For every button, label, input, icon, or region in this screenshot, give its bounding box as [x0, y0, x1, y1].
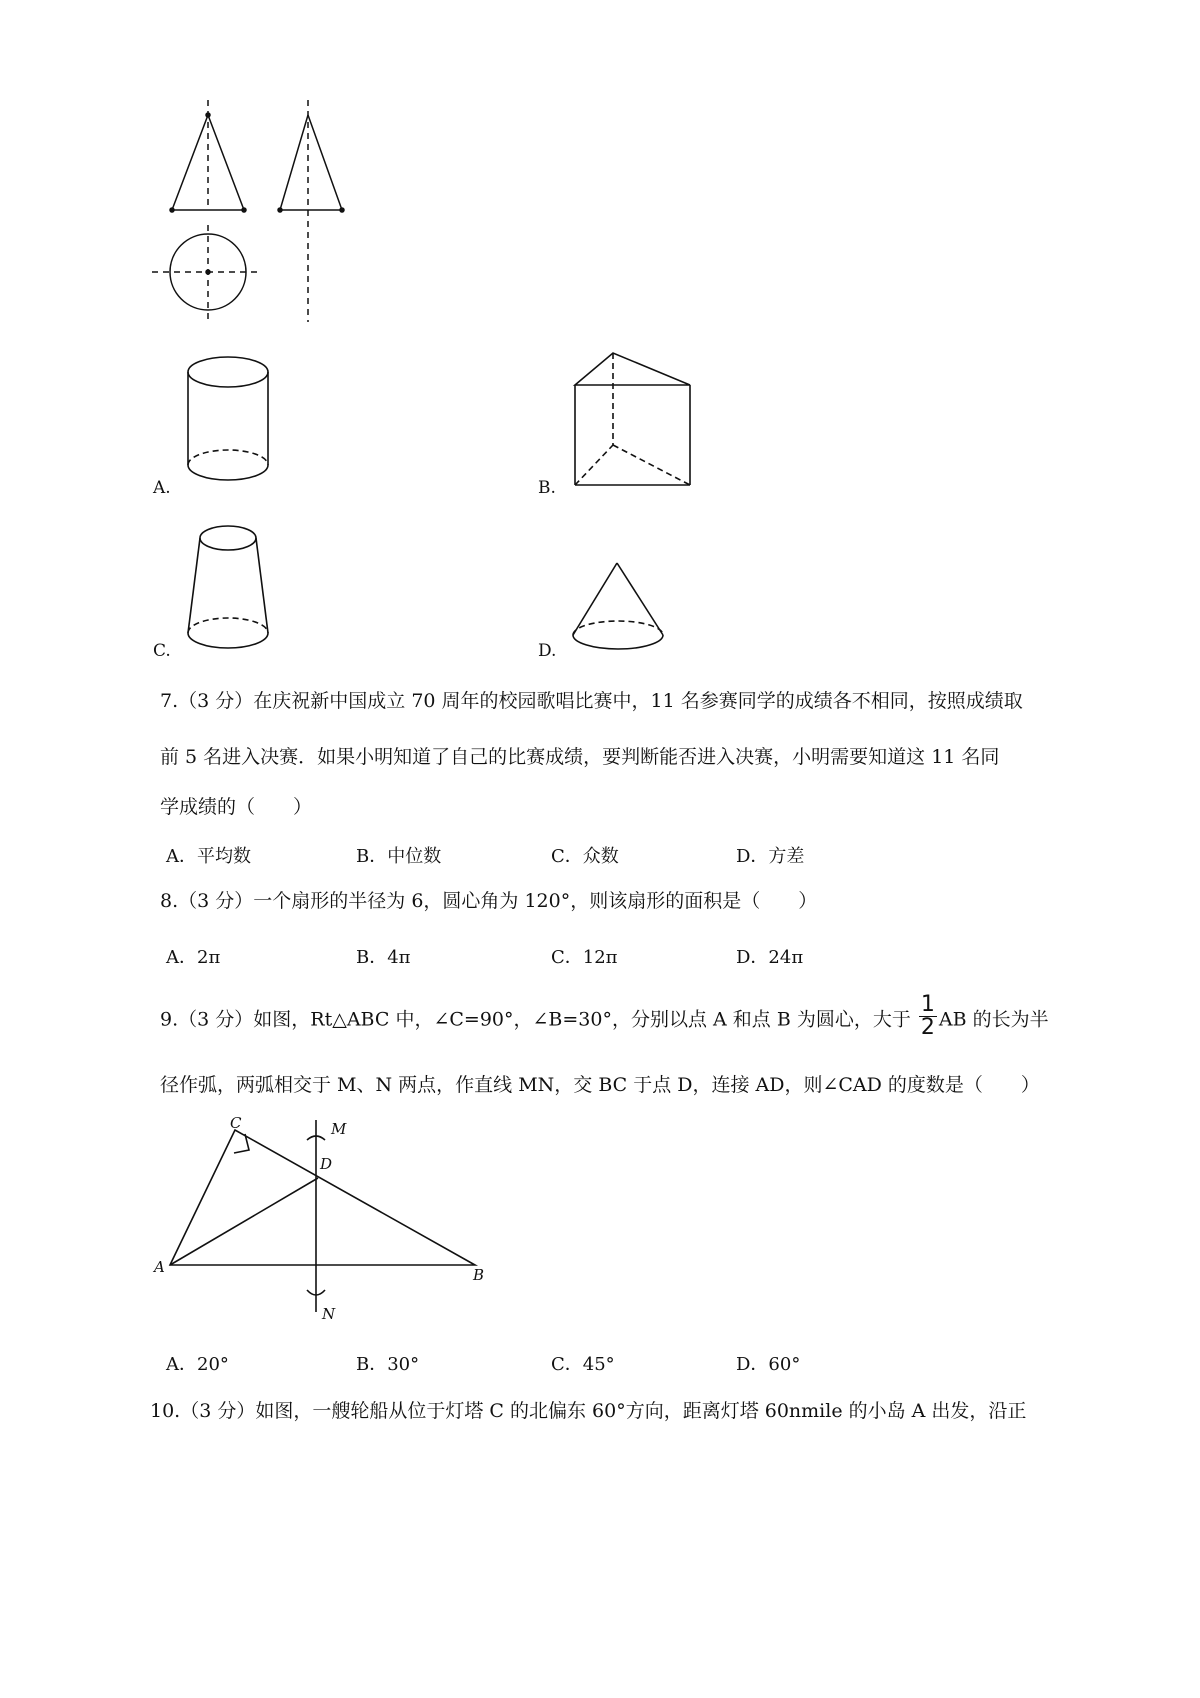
- vertex-label-m: M: [331, 1120, 347, 1138]
- question-score: （3 分）: [178, 690, 254, 712]
- question-text-part-2: AB 的长为半: [938, 1008, 1049, 1031]
- question-7-line-3: 学成绩的（ ）: [160, 796, 313, 818]
- option-c[interactable]: C．12π: [551, 947, 618, 968]
- option-b[interactable]: B．4π: [356, 947, 411, 968]
- question-text: 如图，一艘轮船从位于灯塔 C 的北偏东 60°方向，距离灯塔 60nmile 的小岛 A 出发，沿正: [255, 1400, 1027, 1422]
- question-8: [160, 892, 817, 911]
- question-10: [150, 1402, 1026, 1421]
- question-text-part-1: 如图，Rt△ABC 中，∠C=90°，∠B=30°，分别以点 A 和点 B 为圆心，大于: [253, 1008, 911, 1031]
- option-d[interactable]: D．60°: [736, 1354, 801, 1375]
- option-b[interactable]: B．中位数: [356, 846, 442, 867]
- question-text: 一个扇形的半径为 6，圆心角为 120°，则该扇形的面积是（ ）: [253, 890, 818, 912]
- question-9-line-2: 径作弧，两弧相交于 M、N 两点，作直线 MN，交 BC 于点 D，连接 AD，则∠CAD 的度数是（ ）: [160, 1074, 1040, 1096]
- vertex-label-d: D: [320, 1155, 333, 1173]
- question-score: （3 分）: [178, 1008, 254, 1031]
- option-a[interactable]: A．20°: [166, 1354, 229, 1375]
- question-number: 7.: [160, 690, 179, 712]
- question-score: （3 分）: [178, 890, 254, 912]
- vertex-label-b: B: [473, 1266, 485, 1284]
- fraction-numerator: 1: [920, 992, 935, 1017]
- vertex-label-n: N: [322, 1305, 336, 1323]
- question-score: （3 分）: [180, 1400, 256, 1422]
- option-b[interactable]: B．30°: [356, 1354, 420, 1375]
- option-b-letter: B.: [538, 478, 556, 498]
- question-number: 10.: [150, 1400, 181, 1422]
- vertex-label-c: C: [230, 1114, 242, 1132]
- option-b-prism-figure: [565, 345, 700, 495]
- vertex-label-a: A: [154, 1258, 165, 1276]
- question-number: 8.: [160, 890, 179, 912]
- question-9: [160, 992, 1049, 1043]
- triangle-construction-figure: [150, 1112, 495, 1327]
- option-d[interactable]: D．24π: [736, 947, 804, 968]
- option-a[interactable]: A．2π: [166, 947, 221, 968]
- option-a[interactable]: A．平均数: [166, 846, 251, 867]
- option-a-cylinder-figure: [180, 350, 280, 490]
- fraction-denominator: 2: [920, 1015, 935, 1040]
- option-c[interactable]: C．众数: [551, 846, 619, 867]
- option-d[interactable]: D．方差: [736, 846, 805, 867]
- question-text: 在庆祝新中国成立 70 周年的校园歌唱比赛中，11 名参赛同学的成绩各不相同，按照成绩取: [253, 690, 1023, 712]
- option-a-letter: A.: [153, 478, 171, 498]
- question-number: 9.: [160, 1008, 179, 1031]
- question-7: [160, 692, 1023, 711]
- option-c-frustum-figure: [180, 515, 280, 660]
- option-c[interactable]: C．45°: [551, 1354, 615, 1375]
- option-c-letter: C.: [153, 641, 171, 661]
- three-view-drawing: [150, 100, 380, 330]
- option-d-letter: D.: [538, 641, 557, 661]
- option-d-cone-figure: [565, 555, 685, 660]
- fraction-one-half: [919, 994, 937, 1039]
- question-7-line-2: 前 5 名进入决赛．如果小明知道了自己的比赛成绩，要判断能否进入决赛，小明需要知道这 11 名同: [160, 746, 1000, 768]
